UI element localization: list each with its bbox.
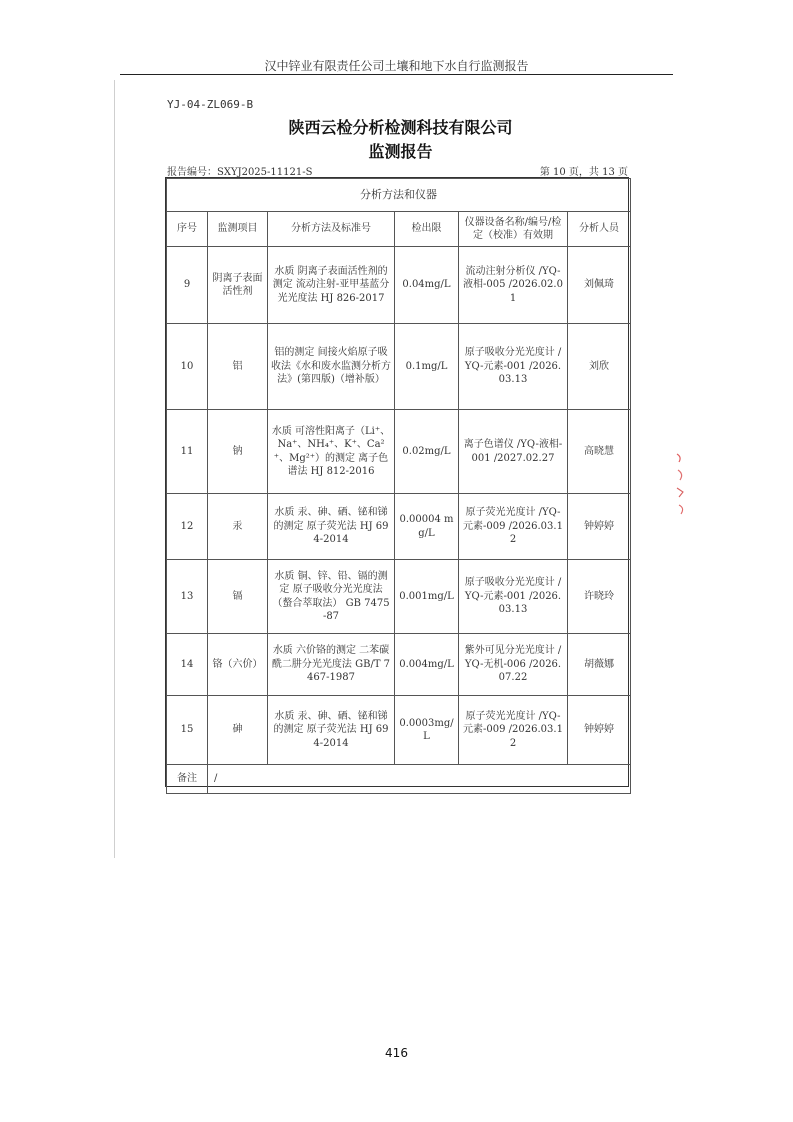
table-row <box>167 560 631 634</box>
table-row <box>167 247 631 324</box>
row-analyst: 胡薇娜 <box>568 634 631 696</box>
row-item: 阴离子表面活性剂 <box>208 247 268 324</box>
table-row <box>167 410 631 494</box>
row-analyst: 钟婷婷 <box>568 696 631 765</box>
table-row <box>167 494 631 560</box>
page-number: 416 <box>385 1046 408 1060</box>
row-method: 水质 汞、砷、硒、铋和锑的测定 原子荧光法 HJ 694-2014 <box>268 494 395 560</box>
row-item: 铝 <box>208 324 268 410</box>
scan-edge-line <box>114 80 115 858</box>
row-no: 12 <box>167 494 208 560</box>
seal-edge-marks <box>674 450 688 520</box>
column-header-instrument: 仪器设备名称/编号/检定（校准）有效期 <box>459 212 568 247</box>
row-item: 汞 <box>208 494 268 560</box>
row-instrument: 原子吸收分光光度计 /YQ-元素-001 /2026.03.13 <box>459 560 568 634</box>
row-limit: 0.001mg/L <box>395 560 459 634</box>
row-method: 水质 汞、砷、硒、铋和锑的测定 原子荧光法 HJ 694-2014 <box>268 696 395 765</box>
row-analyst: 刘佩琦 <box>568 247 631 324</box>
report-title: 监测报告 <box>368 142 433 161</box>
column-header-item: 监测项目 <box>208 212 268 247</box>
row-method: 铝的测定 间接火焰原子吸收法《水和废水监测分析方法》(第四版)（增补版） <box>268 324 395 410</box>
table-row <box>167 634 631 696</box>
page-info: 第 10 页，共 13 页 <box>539 167 628 178</box>
row-analyst: 钟婷婷 <box>568 494 631 560</box>
row-no: 10 <box>167 324 208 410</box>
document-header-title: 汉中锌业有限责任公司土壤和地下水自行监测报告 <box>264 59 529 73</box>
row-instrument: 原子荧光光度计 /YQ-元素-009 /2026.03.12 <box>459 494 568 560</box>
report-number: 报告编号：SXYJ2025-11121-S <box>167 167 313 178</box>
row-no: 9 <box>167 247 208 324</box>
row-limit: 0.0003mg/L <box>395 696 459 765</box>
row-limit: 0.04mg/L <box>395 247 459 324</box>
row-analyst: 许晓玲 <box>568 560 631 634</box>
table-row <box>167 696 631 765</box>
row-item: 镉 <box>208 560 268 634</box>
row-instrument: 原子荧光光度计 /YQ-元素-009 /2026.03.12 <box>459 696 568 765</box>
row-instrument: 原子吸收分光光度计 /YQ-元素-001 /2026.03.13 <box>459 324 568 410</box>
row-instrument: 紫外可见分光光度计 /YQ-无机-006 /2026.07.22 <box>459 634 568 696</box>
row-analyst: 刘欣 <box>568 324 631 410</box>
row-limit: 0.1mg/L <box>395 324 459 410</box>
row-limit: 0.00004 mg/L <box>395 494 459 560</box>
column-header-limit: 检出限 <box>395 212 459 247</box>
company-name: 陕西云检分析检测科技有限公司 <box>288 118 513 137</box>
row-method: 水质 六价铬的测定 二苯碳酰二肼分光光度法 GB/T 7467-1987 <box>268 634 395 696</box>
column-header-no: 序号 <box>167 212 208 247</box>
row-method: 水质 阴离子表面活性剂的测定 流动注射-亚甲基蓝分光光度法 HJ 826-2017 <box>268 247 395 324</box>
row-analyst: 高晓慧 <box>568 410 631 494</box>
document-code: YJ-04-ZL069-B <box>167 98 254 111</box>
note-label: 备注 <box>167 765 208 794</box>
row-item: 铬（六价） <box>208 634 268 696</box>
column-header-method: 分析方法及标准号 <box>268 212 395 247</box>
column-header-analyst: 分析人员 <box>568 212 631 247</box>
row-no: 14 <box>167 634 208 696</box>
row-limit: 0.02mg/L <box>395 410 459 494</box>
analysis-methods-table <box>165 177 629 787</box>
row-item: 钠 <box>208 410 268 494</box>
row-limit: 0.004mg/L <box>395 634 459 696</box>
note-value: / <box>208 765 631 794</box>
table-row <box>167 324 631 410</box>
row-no: 15 <box>167 696 208 765</box>
row-instrument: 流动注射分析仪 /YQ-液相-005 /2026.02.01 <box>459 247 568 324</box>
row-method: 水质 铜、锌、铅、镉的测定 原子吸收分光光度法（螯合萃取法） GB 7475-87 <box>268 560 395 634</box>
row-no: 13 <box>167 560 208 634</box>
row-no: 11 <box>167 410 208 494</box>
table-section-title: 分析方法和仪器 <box>167 179 631 212</box>
row-item: 砷 <box>208 696 268 765</box>
row-instrument: 离子色谱仪 /YQ-液相-001 /2027.02.27 <box>459 410 568 494</box>
row-method: 水质 可溶性阳离子（Li⁺、Na⁺、NH₄⁺、K⁺、Ca²⁺、Mg²⁺）的测定 离子色谱法 HJ 812-2016 <box>268 410 395 494</box>
header-rule <box>120 74 673 75</box>
